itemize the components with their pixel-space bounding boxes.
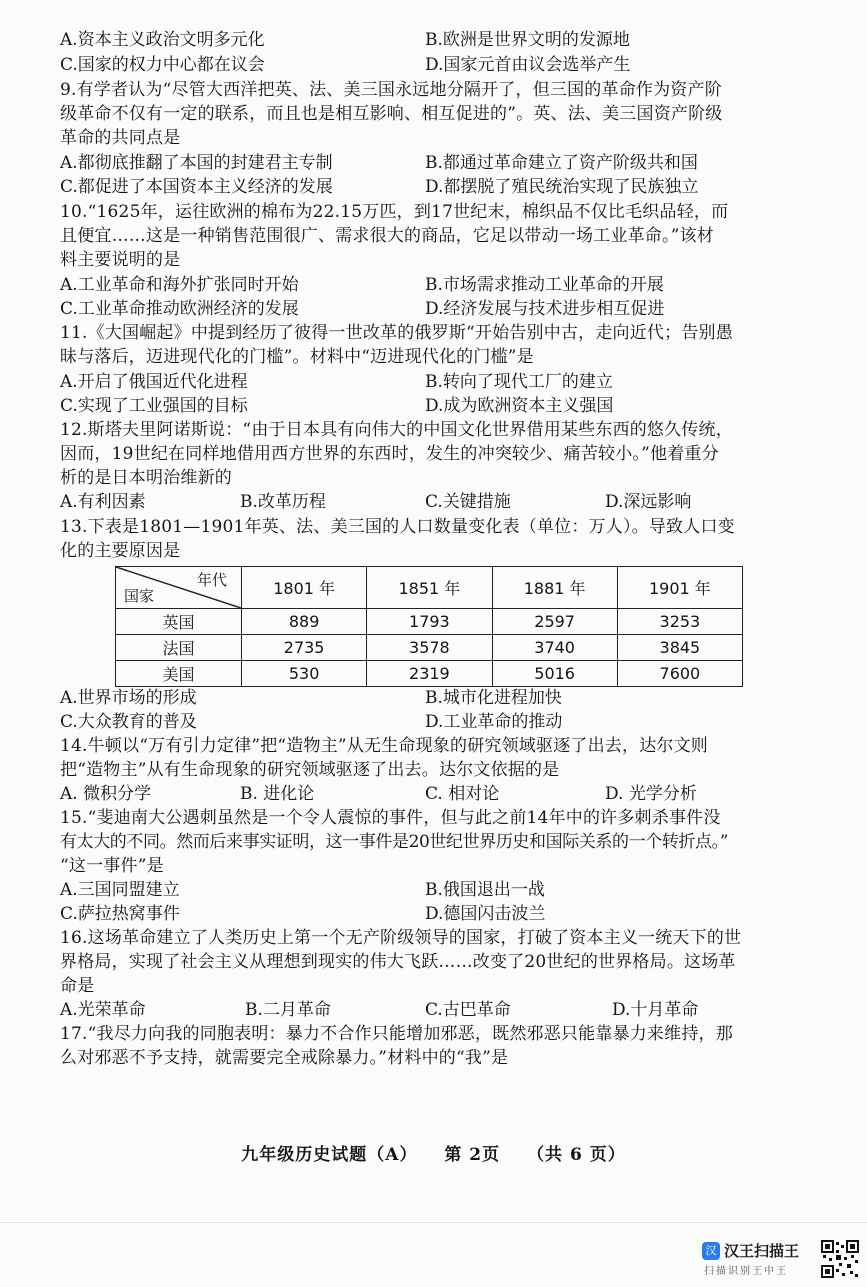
q8-option-c: C.国家的权力中心都在议会: [60, 55, 265, 75]
page-footer: [0, 1140, 867, 1165]
q10-option-c: C.工业革命推动欧洲经济的发展: [60, 299, 299, 319]
table-row: [116, 635, 743, 661]
q15-option-c: C.萨拉热窝事件: [60, 904, 180, 924]
value-cell: 7600: [617, 661, 742, 687]
q12-stem-line-1: 12.斯塔夫里阿诺斯说：“由于日本具有向伟大的中国文化世界借用某些东西的悠久传统，: [60, 420, 733, 440]
q13-stem-line-1: 13.下表是1801—1901年英、法、美三国的人口数量变化表（单位：万人）。导致人口变: [60, 517, 735, 537]
footer-page-number: 第 2页: [444, 1145, 501, 1165]
q15-option-a: A.三国同盟建立: [60, 880, 180, 900]
q9-option-c: C.都促进了本国资本主义经济的发展: [60, 177, 333, 197]
value-cell: 889: [242, 609, 367, 635]
q13-option-a: A.世界市场的形成: [60, 688, 197, 708]
q10-stem-line-2: 且便宜……这是一种销售范围很广、需求很大的商品，它足以带动一场工业革命。”该材: [60, 226, 714, 246]
q11-option-c: C.实现了工业强国的目标: [60, 396, 248, 416]
q11-option-b: B.转向了现代工厂的建立: [425, 372, 613, 392]
q10-stem-line-3: 料主要说明的是: [60, 250, 181, 270]
q8-option-d: D.国家元首由议会选举产生: [425, 55, 631, 75]
q9-option-b: B.都通过革命建立了资产阶级共和国: [425, 153, 698, 173]
q9-option-a: A.都彻底推翻了本国的封建君主专制: [60, 153, 333, 173]
q12-option-d: D.深远影响: [605, 492, 692, 512]
q13-option-d: D.工业革命的推动: [425, 712, 563, 732]
scanner-tagline: 扫描识别王中王: [704, 1266, 788, 1277]
table-header-row: [116, 567, 743, 609]
q15-stem-line-2: 有太大的不同。然而后来事实证明，这一事件是20世纪世界历史和国际关系的一个转折点。”: [60, 832, 729, 852]
country-cell: 美国: [116, 661, 242, 687]
table-corner-cell: [116, 567, 242, 609]
q13-stem-line-2: 化的主要原因是: [60, 541, 181, 561]
q16-stem-line-1: 16.这场革命建立了人类历史上第一个无产阶级领导的国家，打破了资本主义一统天下的世: [60, 928, 742, 948]
q8-option-a: A.资本主义政治文明多元化: [60, 30, 265, 50]
q15-stem-line-3: “这一事件”是: [60, 856, 164, 876]
table-row: [116, 609, 743, 635]
value-cell: 3253: [617, 609, 742, 635]
divider: [0, 1222, 867, 1223]
q12-option-c: C.关键措施: [425, 492, 511, 512]
scanner-brand-name: 汉王扫描王: [724, 1242, 800, 1260]
value-cell: 3578: [367, 635, 492, 661]
scanner-logo-icon: 汉: [702, 1242, 720, 1260]
q16-stem-line-2: 界格局，实现了社会主义从理想到现实的伟大飞跃……改变了20世纪的世界格局。这场革: [60, 952, 736, 972]
q12-stem-line-2: 因而，19世纪在同样地借用西方世界的东西时，发生的冲突较少、痛苦较小。”他着重分: [60, 444, 719, 464]
q16-option-c: C.古巴革命: [425, 1000, 511, 1020]
q11-stem-line-1: 11.《大国崛起》中提到经历了彼得一世改革的俄罗斯“开始告别中古，走向近代；告别愚: [60, 323, 733, 343]
value-cell: 2735: [242, 635, 367, 661]
q9-stem-line-3: 革命的共同点是: [60, 128, 181, 148]
q14-stem-line-1: 14.牛顿以“万有引力定律”把“造物主”从无生命现象的研究领域驱逐了出去，达尔文则: [60, 736, 708, 756]
value-cell: 2597: [492, 609, 617, 635]
q14-stem-line-2: 把“造物主”从有生命现象的研究领域驱逐了出去。达尔文依据的是: [60, 760, 560, 780]
q15-option-d: D.德国闪击波兰: [425, 904, 546, 924]
year-header: 1851 年: [367, 567, 492, 609]
q10-option-a: A.工业革命和海外扩张同时开始: [60, 275, 299, 295]
q16-stem-line-3: 命是: [60, 976, 95, 996]
country-cell: 法国: [116, 635, 242, 661]
q12-stem-line-3: 析的是日本明治维新的: [60, 468, 232, 488]
value-cell: 530: [242, 661, 367, 687]
q11-option-d: D.成为欧洲资本主义强国: [425, 396, 614, 416]
q17-stem-line-2: 么对邪恶不予支持，就需要完全戒除暴力。”材料中的“我”是: [60, 1048, 509, 1068]
scanner-watermark: [702, 1240, 817, 1280]
q9-option-d: D.都摆脱了殖民统治实现了民族独立: [425, 177, 699, 197]
value-cell: 1793: [367, 609, 492, 635]
q17-stem-line-1: 17.“我尽力向我的同胞表明：暴力不合作只能增加邪恶，既然邪恶只能靠暴力来维持，那: [60, 1024, 733, 1044]
value-cell: 2319: [367, 661, 492, 687]
footer-total-pages: （共 6 页）: [527, 1145, 626, 1165]
q9-stem-line-1: 9.有学者认为“尽管大西洋把英、法、美三国永远地分隔开了，但三国的革命作为资产阶: [60, 80, 722, 100]
year-header: 1801 年: [242, 567, 367, 609]
q10-option-b: B.市场需求推动工业革命的开展: [425, 275, 664, 295]
q16-option-a: A.光荣革命: [60, 1000, 146, 1020]
corner-label-year: 年代: [196, 571, 227, 589]
year-header: 1881 年: [492, 567, 617, 609]
q13-option-c: C.大众教育的普及: [60, 712, 197, 732]
q11-stem-line-2: 昧与落后，迈进现代化的门槛”。材料中“迈进现代化的门槛”是: [60, 347, 534, 367]
table-row: [116, 661, 743, 687]
value-cell: 3740: [492, 635, 617, 661]
q13-option-b: B.城市化进程加快: [425, 688, 562, 708]
q10-option-d: D.经济发展与技术进步相互促进: [425, 299, 665, 319]
q8-option-b: B.欧洲是世界文明的发源地: [425, 30, 630, 50]
value-cell: 3845: [617, 635, 742, 661]
value-cell: 5016: [492, 661, 617, 687]
corner-label-country: 国家: [124, 587, 155, 605]
population-table: [115, 566, 743, 687]
q10-stem-line-1: 10.“1625年，运往欧洲的棉布为22.15万匹，到17世纪末，棉织品不仅比毛织品轻，而: [60, 202, 729, 222]
country-cell: 英国: [116, 609, 242, 635]
q12-option-b: B.改革历程: [240, 492, 326, 512]
q14-option-d: D. 光学分析: [605, 784, 697, 804]
q14-option-c: C. 相对论: [425, 784, 500, 804]
q16-option-b: B.二月革命: [245, 1000, 331, 1020]
q9-stem-line-2: 级革命不仅有一定的联系，而且也是相互影响、相互促进的”。英、法、美三国资产阶级: [60, 104, 723, 124]
q12-option-a: A.有利因素: [60, 492, 146, 512]
footer-title: 九年级历史试题（A）: [241, 1145, 418, 1165]
q16-option-d: D.十月革命: [612, 1000, 699, 1020]
q14-option-b: B. 进化论: [240, 784, 315, 804]
q15-stem-line-1: 15.“斐迪南大公遇刺虽然是一个令人震惊的事件，但与此之前14年中的许多刺杀事件没: [60, 808, 721, 828]
q11-option-a: A.开启了俄国近代化进程: [60, 372, 248, 392]
q15-option-b: B.俄国退出一战: [425, 880, 545, 900]
qr-code-icon: [821, 1240, 859, 1278]
year-header: 1901 年: [617, 567, 742, 609]
q14-option-a: A. 微积分学: [60, 784, 152, 804]
